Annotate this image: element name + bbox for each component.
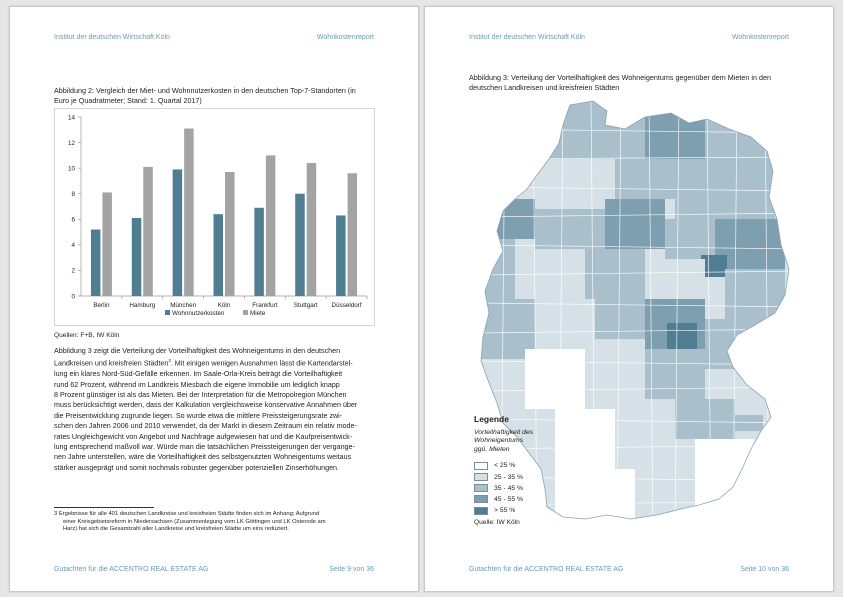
body-line: die Preisentwicklung zugrunde liegen. So wurde etwa die mittlere Preissteigerungsrate zwi- bbox=[54, 411, 343, 420]
y-tick-label: 8 bbox=[71, 191, 75, 199]
x-tick-label: Frankfurt bbox=[252, 302, 278, 309]
legend-label: < 25 % bbox=[494, 462, 516, 470]
page-10 bbox=[424, 6, 834, 592]
page-footer-left: Gutachten für die ACCENTRO REAL ESTATE AG bbox=[54, 566, 209, 573]
body-line bbox=[54, 356, 375, 369]
x-tick-label: München bbox=[170, 302, 197, 309]
legend-swatch bbox=[474, 507, 488, 515]
y-tick-label: 10 bbox=[67, 165, 75, 173]
x-tick-label: Stuttgart bbox=[293, 302, 318, 309]
legend-item bbox=[474, 471, 584, 482]
body-line-part: Landkreisen und kreisfreien Städten bbox=[54, 359, 169, 368]
legend-label: 45 - 55 % bbox=[494, 495, 524, 503]
legend-item bbox=[474, 460, 584, 471]
y-tick-label: 2 bbox=[71, 267, 75, 275]
legend-subtitle bbox=[474, 429, 584, 454]
x-tick-label: Berlin bbox=[93, 302, 110, 309]
bar-miete bbox=[143, 167, 153, 296]
page-header-right: Wohnkostenreport bbox=[731, 34, 789, 41]
bar-wohnnutzerkosten bbox=[173, 169, 183, 296]
y-tick-label: 14 bbox=[67, 114, 75, 122]
page-number: Seite 9 von 36 bbox=[329, 566, 374, 573]
chart-legend-swatch bbox=[165, 310, 170, 315]
legend-subtitle-line: Wohneigentums bbox=[474, 437, 524, 445]
bar-wohnnutzerkosten bbox=[336, 215, 346, 296]
page-footer-left: Gutachten für die ACCENTRO REAL ESTATE AG bbox=[469, 566, 624, 573]
page-9 bbox=[9, 6, 419, 592]
legend-label: > 55 % bbox=[494, 507, 516, 515]
footnote-line: Harz) hat sich die Gesamtzahl aller Landkreise und kreisfreien Städte um eins reduziert. bbox=[63, 526, 289, 533]
bar-miete bbox=[266, 155, 276, 296]
chart-legend-swatch bbox=[243, 310, 248, 315]
bar-chart-svg bbox=[55, 109, 374, 325]
legend-item bbox=[474, 505, 584, 516]
bar-miete bbox=[348, 173, 358, 296]
footnote bbox=[54, 511, 376, 534]
body-line: muss berücksichtigt werden, dass der Kalkulation vergleichsweise konservative Annahmen über bbox=[54, 401, 358, 410]
body-line: nen Jahre unterstellen, wäre die Vorteilhaftigkeit des selbstgenutzten Wohneigentums weitaus bbox=[54, 453, 352, 462]
y-tick-label: 6 bbox=[71, 216, 75, 224]
x-tick-label: Köln bbox=[217, 302, 231, 309]
legend-item bbox=[474, 494, 584, 505]
body-line: stärker ausgeprägt und somit nochmals robuster gegenüber potenziellen Zinserhöhungen. bbox=[54, 463, 340, 472]
footnote-line: einer Kreisgebietsreform in Niedersachsen (Zusammenlegung vom LK Göttingen und LK Osterode am bbox=[63, 518, 326, 525]
y-tick-label: 0 bbox=[71, 293, 75, 301]
bar-chart bbox=[54, 108, 375, 326]
bar-wohnnutzerkosten bbox=[254, 208, 264, 296]
x-tick-label: Düsseldorf bbox=[331, 302, 362, 309]
body-line: rund 62 Prozent, während im Landkreis Miesbach die eigene Immobilie um lediglich knapp bbox=[54, 380, 340, 389]
caption-line: Abbildung 2: Vergleich der Miet- und Wohnnutzerkosten in den deutschen Top-7-Standorten (in bbox=[54, 86, 356, 95]
legend-subtitle-line: Vorteilhaftigkeit des bbox=[474, 429, 534, 436]
bar-wohnnutzerkosten bbox=[132, 218, 142, 296]
body-line: lung ein klares Nord-Süd-Gefälle erkennen. Im Saale-Orla-Kreis beträgt die Vorteilhaftigkeit bbox=[54, 370, 343, 379]
map-source: Quelle: IW Köln bbox=[474, 519, 520, 527]
map-legend bbox=[474, 414, 584, 526]
caption-line: Abbildung 3: Verteilung der Vorteilhaftigkeit des Wohneigentums gegenüber dem Mieten in den bbox=[469, 73, 771, 82]
caption-line: Euro je Quadratmeter; Stand: 1. Quartal 2017) bbox=[54, 96, 202, 105]
figure-2-source: Quellen: F+B, IW Köln bbox=[54, 332, 120, 339]
legend-swatch bbox=[474, 484, 488, 492]
chart-legend-label: Miete bbox=[250, 310, 266, 317]
legend-label: 35 - 45 % bbox=[494, 484, 524, 492]
bar-miete bbox=[225, 172, 235, 296]
bar-wohnnutzerkosten bbox=[214, 214, 224, 296]
footnote-line: 3 Ergebnisse für alle 401 deutschen Landkreise und kreisfreien Städte finden sich im Anhang; Aufgrund bbox=[54, 511, 320, 517]
body-line: Abbildung 3 zeigt die Verteilung der Vorteilhaftigkeit des Wohneigentums in den deutschen bbox=[54, 347, 341, 355]
bar-wohnnutzerkosten bbox=[295, 194, 305, 296]
chart-legend-label: Wohnnutzerkosten bbox=[172, 310, 225, 317]
caption-line: deutschen Landkreisen und kreisfreien Städten bbox=[469, 83, 620, 92]
bar-miete bbox=[184, 129, 194, 296]
legend-swatch bbox=[474, 462, 488, 470]
legend-item bbox=[474, 483, 584, 494]
y-tick-label: 4 bbox=[71, 242, 75, 250]
footnote-divider bbox=[54, 507, 154, 508]
y-tick-label: 12 bbox=[67, 139, 75, 147]
body-line: 8 Prozent günstiger ist als das Mieten. Bei der Interpretation für die Metropolregion München bbox=[54, 391, 347, 399]
body-line: rates Ungleichgewicht von Angebot und Nachfrage aufgewiesen hat und die Kaufpreisentwick- bbox=[54, 432, 353, 441]
figure-2-caption bbox=[54, 86, 376, 106]
bar-miete bbox=[102, 192, 112, 296]
legend-title: Legende bbox=[474, 414, 509, 424]
page-header-right: Wohnkostenreport bbox=[316, 34, 374, 41]
x-tick-label: Hamburg bbox=[129, 302, 156, 309]
body-line: schen den Jahren 2006 und 2010 verwendet, da der Markt in diesem Zeitraum ein relativ mode- bbox=[54, 422, 357, 431]
footnote-reference[interactable]: 3 bbox=[168, 358, 171, 364]
legend-label: 25 - 35 % bbox=[494, 473, 524, 481]
page-header-left: Institut der deutschen Wirtschaft Köln bbox=[469, 34, 585, 41]
legend-swatch bbox=[474, 473, 488, 481]
legend-subtitle-line: ggü. Mieten bbox=[474, 445, 510, 453]
figure-3-caption bbox=[469, 73, 791, 93]
body-line: lung entsprechend maßvoll war. Würde man die tatsächlichen Preissteigerungen der vergange- bbox=[54, 443, 355, 452]
page-number: Seite 10 von 36 bbox=[740, 566, 789, 573]
legend-swatch bbox=[474, 495, 488, 503]
body-paragraph bbox=[54, 346, 375, 473]
page-header-left: Institut der deutschen Wirtschaft Köln bbox=[54, 34, 170, 41]
bar-miete bbox=[307, 163, 317, 296]
body-line-part: . Mit einigen wenigen Ausnahmen lässt die Kartendarstel- bbox=[170, 359, 353, 368]
bar-wohnnutzerkosten bbox=[91, 230, 101, 296]
